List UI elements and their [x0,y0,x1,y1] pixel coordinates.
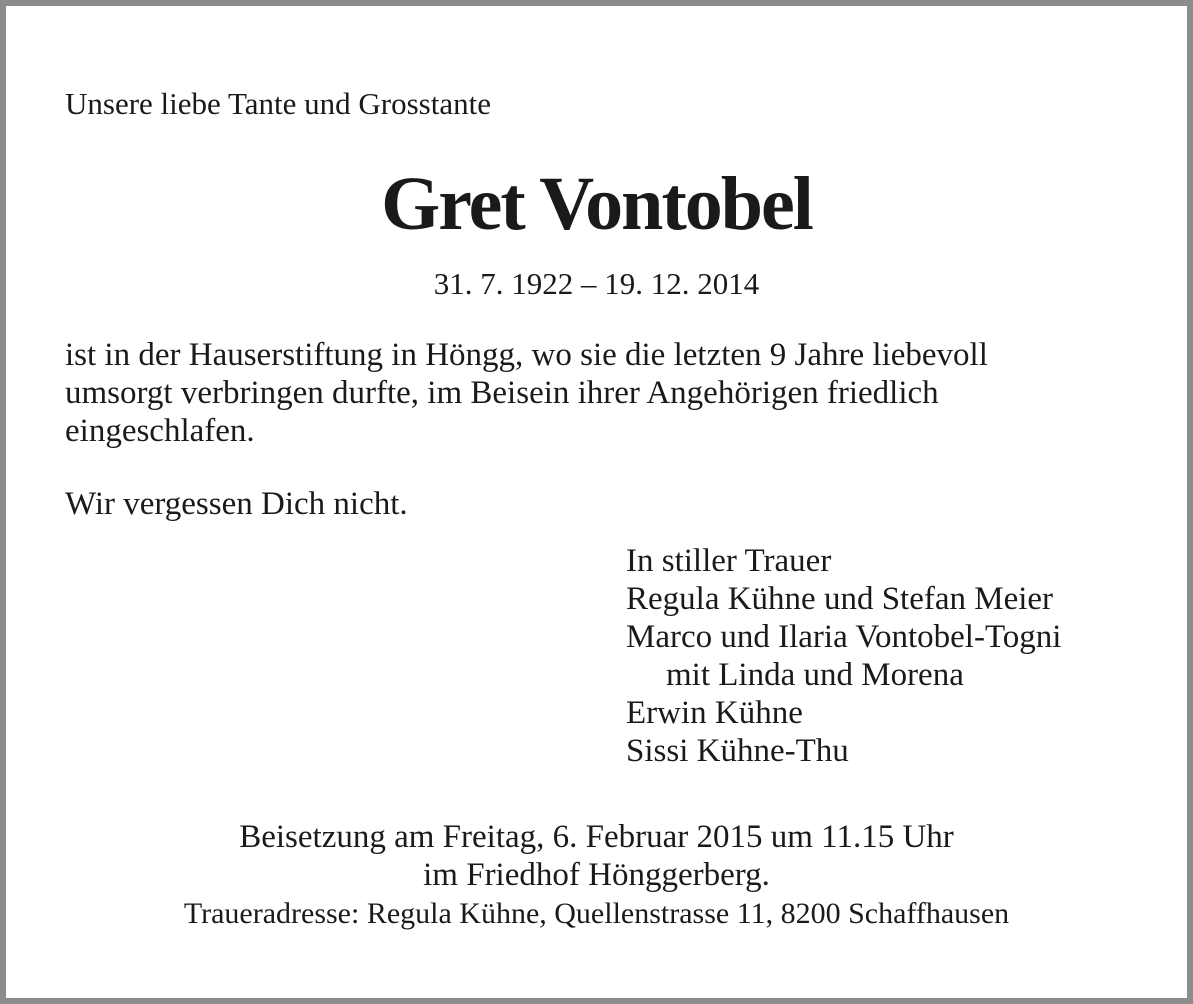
closing-line: Wir vergessen Dich nicht. [65,486,408,522]
life-dates: 31. 7. 1922 – 19. 12. 2014 [433,266,760,301]
mourner-name: Regula Kühne und Stefan Meier [626,581,1054,617]
mourner-name: Sissi Kühne-Thu [626,733,849,769]
burial-info [6,818,1187,934]
mourning-address-line: Traueradresse: Regula Kühne, Quellenstrasse 11, 8200 Schaffhausen [183,897,1010,930]
intro-line: Unsere liebe Tante und Grosstante [65,86,491,121]
mourner-name: Erwin Kühne [626,695,803,731]
obituary-body-text: ist in der Hauserstiftung in Höngg, wo sie die letzten 9 Jahre liebevoll umsorgt verbringen durfte, im Beisein ihrer Angehörigen friedlich eingeschlafen. [65,337,988,449]
mourner-name: Marco und Ilaria Vontobel-Togni [626,619,1062,655]
deceased-name: Gret Vontobel [381,162,812,246]
burial-location-line: im Friedhof Hönggerberg. [423,857,770,893]
mourners-heading: In stiller Trauer [626,543,832,579]
mourners-list [626,542,1061,770]
burial-date-line: Beisetzung am Freitag, 6. Februar 2015 um 11.15 Uhr [239,819,954,855]
mourner-name: mit Linda und Morena [666,657,964,693]
